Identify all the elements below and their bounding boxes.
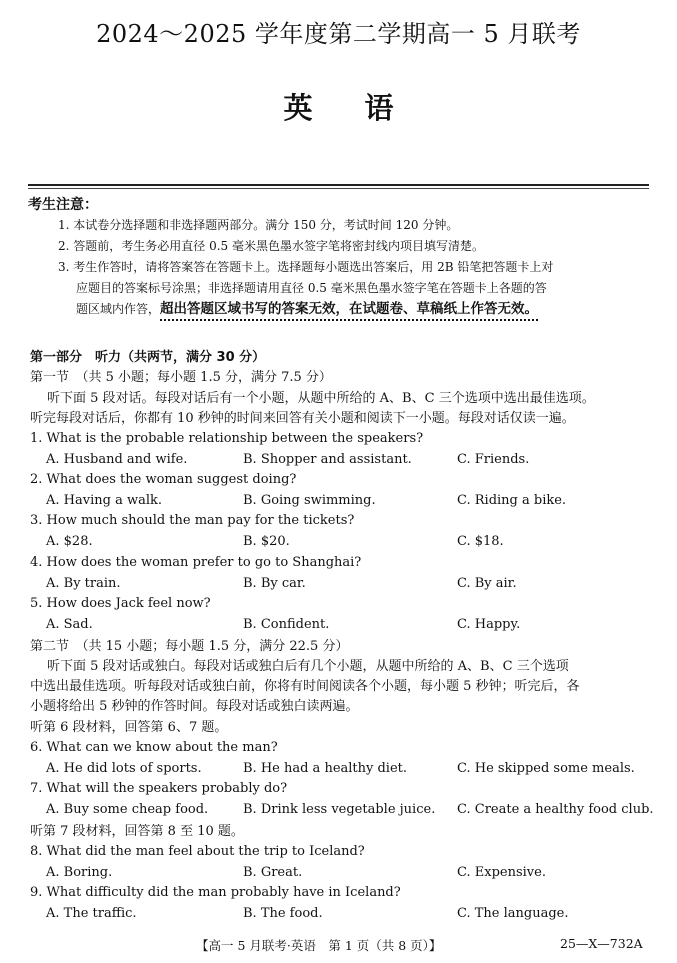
section2-instruction-1: 听下面 5 段对话或独白。每段对话或独白后有几个小题，从题中所给的 A、B、C 三个选项 [47, 659, 569, 674]
q9-option-b: B. The food. [243, 906, 323, 921]
section2-instruction-3: 小题将给出 5 秒钟的作答时间。每段对话或独白读两遍。 [30, 699, 359, 714]
exam-title: 2024～2025 学年度第二学期高一 5 月联考 [96, 20, 581, 48]
section2-instruction-2: 中选出最佳选项。听每段对话或独白前，你将有时间阅读各个小题，每小题 5 秒钟；听完后，各 [30, 679, 580, 694]
q7-option-c: C. Create a healthy food club. [457, 802, 654, 817]
question-9: 9. What difficulty did the man probably have in Iceland? [30, 885, 401, 900]
q8-option-a: A. Boring. [46, 865, 113, 880]
q3-option-c: C. $18. [457, 534, 504, 549]
part1-title: 第一部分 听力（共两节，满分 30 分） [30, 350, 266, 365]
question-1: 1. What is the probable relationship between the speakers? [30, 431, 424, 446]
question-6: 6. What can we know about the man? [30, 740, 278, 755]
q2-option-b: B. Going swimming. [243, 493, 376, 508]
q2-option-a: A. Having a walk. [46, 493, 162, 508]
page-footer: 【高一 5 月联考·英语 第 1 页（共 8 页）】 [196, 938, 442, 953]
question-7: 7. What will the speakers probably do? [30, 781, 288, 796]
question-5: 5. How does Jack feel now? [30, 596, 211, 611]
notice-item-2: 2. 答题前，考生务必用直径 0.5 毫米黑色墨水签字笔将密封线内项目填写清楚。 [58, 239, 484, 253]
q3-option-a: A. $28. [46, 534, 93, 549]
q8-option-b: B. Great. [243, 865, 303, 880]
q8-option-c: C. Expensive. [457, 865, 546, 880]
q1-option-c: C. Friends. [457, 452, 530, 467]
question-8: 8. What did the man feel about the trip to Iceland? [30, 844, 365, 859]
notice-emphasis: 超出答题区域书写的答案无效，在试题卷、草稿纸上作答无效。 [160, 301, 539, 317]
notice-item-1: 1. 本试卷分选择题和非选择题两部分。满分 150 分，考试时间 120 分钟。 [58, 218, 459, 232]
section1-instruction-2: 听完每段对话后，你都有 10 秒钟的时间来回答有关小题和阅读下一小题。每段对话仅读一遍。 [30, 411, 575, 426]
q5-option-a: A. Sad. [46, 617, 93, 632]
q4-option-a: A. By train. [46, 576, 121, 591]
question-2: 2. What does the woman suggest doing? [30, 472, 297, 487]
q5-option-c: C. Happy. [457, 617, 521, 632]
q4-option-c: C. By air. [457, 576, 517, 591]
notice-item-3: 3. 考生作答时，请将答案答在答题卡上。选择题每小题选出答案后，用 2B 铅笔把答题卡上对 [58, 260, 554, 274]
notice-plain-text: 题区域内作答， [76, 302, 161, 316]
question-4: 4. How does the woman prefer to go to Shanghai? [30, 555, 362, 570]
q5-option-b: B. Confident. [243, 617, 330, 632]
q7-option-a: A. Buy some cheap food. [46, 802, 209, 817]
section1-title: 第一节 （共 5 小题；每小题 1.5 分，满分 7.5 分） [30, 370, 332, 385]
q6-option-b: B. He had a healthy diet. [243, 761, 408, 776]
q2-option-c: C. Riding a bike. [457, 493, 567, 508]
divider-thin [28, 188, 649, 189]
q9-option-a: A. The traffic. [46, 906, 137, 921]
exam-code: 25—X—732A [560, 936, 643, 951]
q7-option-b: B. Drink less vegetable juice. [243, 802, 436, 817]
question-3: 3. How much should the man pay for the tickets? [30, 513, 355, 528]
notice-item-3-line2: 应题目的答案标号涂黑；非选择题请用直径 0.5 毫米黑色墨水签字笔在答题卡上各题的答 [76, 281, 547, 295]
subject-title: 英语 [283, 91, 446, 125]
section2-title: 第二节 （共 15 小题；每小题 1.5 分，满分 22.5 分） [30, 639, 349, 654]
notice-heading: 考生注意： [28, 197, 98, 213]
divider-thick [28, 184, 649, 186]
q6-option-c: C. He skipped some meals. [457, 761, 635, 776]
section1-instruction-1: 听下面 5 段对话。每段对话后有一个小题，从题中所给的 A、B、C 三个选项中选出最佳选项。 [47, 391, 595, 406]
material-6-note: 听第 6 段材料，回答第 6、7 题。 [30, 720, 228, 735]
q4-option-b: B. By car. [243, 576, 306, 591]
q1-option-a: A. Husband and wife. [46, 452, 188, 467]
q6-option-a: A. He did lots of sports. [46, 761, 202, 776]
material-7-note: 听第 7 段材料，回答第 8 至 10 题。 [30, 824, 244, 839]
q9-option-c: C. The language. [457, 906, 569, 921]
q3-option-b: B. $20. [243, 534, 290, 549]
q1-option-b: B. Shopper and assistant. [243, 452, 412, 467]
notice-item-3-line3 [76, 299, 538, 320]
